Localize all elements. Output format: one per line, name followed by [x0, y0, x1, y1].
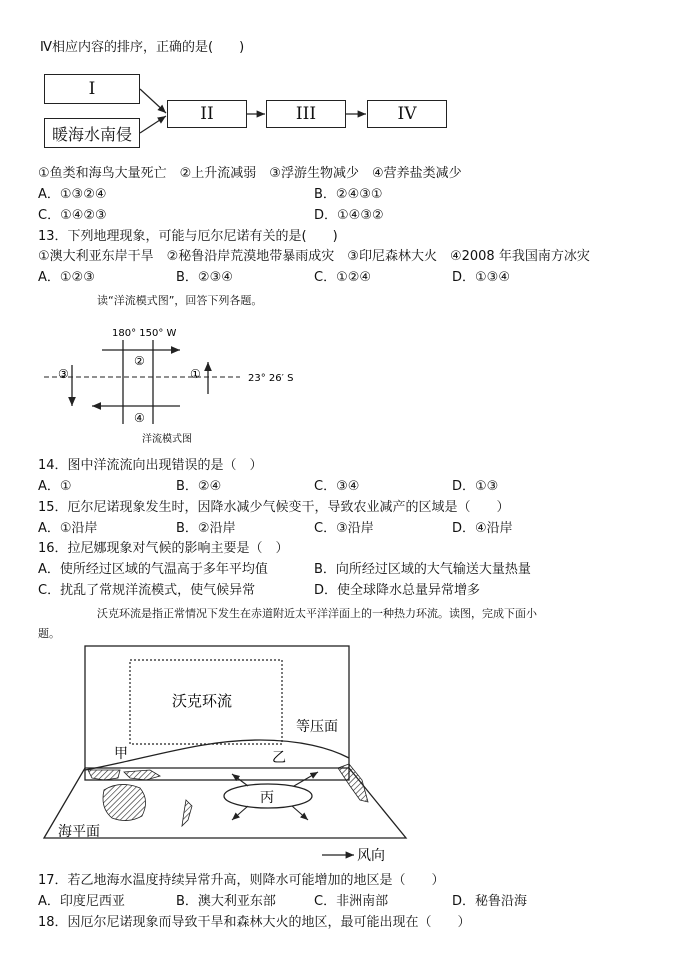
intro-line: Ⅳ相应内容的排序，正确的是( ) [40, 40, 245, 55]
walker-intro-line2: 题。 [38, 627, 60, 640]
q12-items: ①鱼类和海鸟大量死亡 ②上升流减弱 ③浮游生物减少 ④营养盐类减少 [38, 166, 462, 181]
walker-circulation-diagram [0, 640, 688, 870]
q15-option-c[interactable]: C．③沿岸 [314, 521, 374, 536]
indonesia-landmass [124, 770, 160, 780]
diverge-arrow-ne [294, 772, 318, 786]
q14-option-d[interactable]: D．①③ [452, 479, 499, 494]
new-zealand-landmass [182, 800, 192, 826]
south-america-landmass [338, 764, 368, 802]
q14-option-b[interactable]: B．②④ [176, 479, 222, 494]
longitude-label: 180° 150° W [112, 328, 177, 339]
flow-box-4: III [266, 100, 346, 128]
diverge-arrow-se [292, 806, 308, 820]
q14-option-c[interactable]: C．③④ [314, 479, 360, 494]
q13-option-d[interactable]: D．①③④ [452, 270, 510, 285]
q18-stem: 18．因厄尔尼诺现象而导致干旱和森林大火的地区，最可能出现在（ ） [38, 915, 471, 930]
marker-2: ② [134, 354, 145, 368]
q16-option-b[interactable]: B．向所经过区域的大气输送大量热量 [314, 562, 531, 577]
q12-option-b[interactable]: B．②④③① [314, 187, 383, 202]
q15-option-b[interactable]: B．②沿岸 [176, 521, 236, 536]
q14-stem: 14．图中洋流流向出现错误的是（ ） [38, 458, 263, 473]
q13-stem: 13．下列地理现象，可能与厄尔尼诺有关的是( ) [38, 229, 338, 244]
diverge-arrow-sw [232, 806, 248, 820]
walker-intro-line1: 沃克环流是指正常情况下发生在赤道附近太平洋洋面上的一种热力环流。读图，完成下面小 [97, 607, 537, 620]
q15-option-a[interactable]: A．①沿岸 [38, 521, 98, 536]
flow-box-2: 暖海水南侵 [44, 118, 140, 148]
read-instruction: 读“洋流模式图”，回答下列各题。 [97, 294, 263, 307]
q16-stem: 16．拉尼娜现象对气候的影响主要是（ ） [38, 541, 289, 556]
marker-4: ④ [134, 411, 145, 425]
flow-box-5: IV [367, 100, 447, 128]
flow-box-1: I [44, 74, 140, 104]
q17-option-d[interactable]: D．秘鲁沿海 [452, 894, 528, 909]
q13-items: ①澳大利亚东岸干旱 ②秘鲁沿岸荒漠地带暴雨成灾 ③印尼森林大火 ④2008 年我国南方冰灾 [38, 249, 590, 264]
q13-option-a[interactable]: A．①②③ [38, 270, 95, 285]
asia-landmass [88, 770, 120, 780]
walker-label: 沃克环流 [172, 692, 233, 710]
q13-option-b[interactable]: B．②③④ [176, 270, 233, 285]
flow-box-3: II [167, 100, 247, 128]
latitude-label: 23° 26′ S [248, 373, 294, 384]
q17-stem: 17．若乙地海水温度持续异常升高，则降水可能增加的地区是（ ） [38, 873, 445, 888]
q12-option-a[interactable]: A．①③②④ [38, 187, 107, 202]
flow-arrows [0, 0, 688, 160]
q16-option-c[interactable]: C．扰乱了常规洋流模式，使气候异常 [38, 583, 256, 598]
australia-landmass [103, 784, 146, 820]
q17-option-b[interactable]: B．澳大利亚东部 [176, 894, 276, 909]
q17-option-c[interactable]: C．非洲南部 [314, 894, 389, 909]
label-bing: 丙 [260, 790, 274, 806]
q12-option-d[interactable]: D．①④③② [314, 208, 384, 223]
label-jia: 甲 [114, 746, 128, 762]
q16-option-d[interactable]: D．使全球降水总量异常增多 [314, 583, 481, 598]
q16-option-a[interactable]: A．使所经过区域的气温高于多年平均值 [38, 562, 268, 577]
marker-3: ③ [58, 367, 69, 381]
marker-1: ① [190, 367, 201, 381]
q15-option-d[interactable]: D．④沿岸 [452, 521, 513, 536]
q13-option-c[interactable]: C．①②④ [314, 270, 372, 285]
label-yi: 乙 [272, 750, 286, 766]
q14-option-a[interactable]: A．① [38, 479, 72, 494]
sea-level-label: 海平面 [58, 824, 100, 840]
diagram-caption: 洋流模式图 [142, 434, 192, 445]
q12-option-c[interactable]: C．①④②③ [38, 208, 107, 223]
ocean-current-diagram [30, 320, 330, 450]
isobar-label: 等压面 [296, 719, 338, 735]
q15-stem: 15．厄尔尼诺现象发生时，因降水减少气候变干，导致农业减产的区域是（ ） [38, 500, 510, 515]
q17-option-a[interactable]: A．印度尼西亚 [38, 894, 125, 909]
wind-legend-label: 风向 [357, 848, 385, 864]
